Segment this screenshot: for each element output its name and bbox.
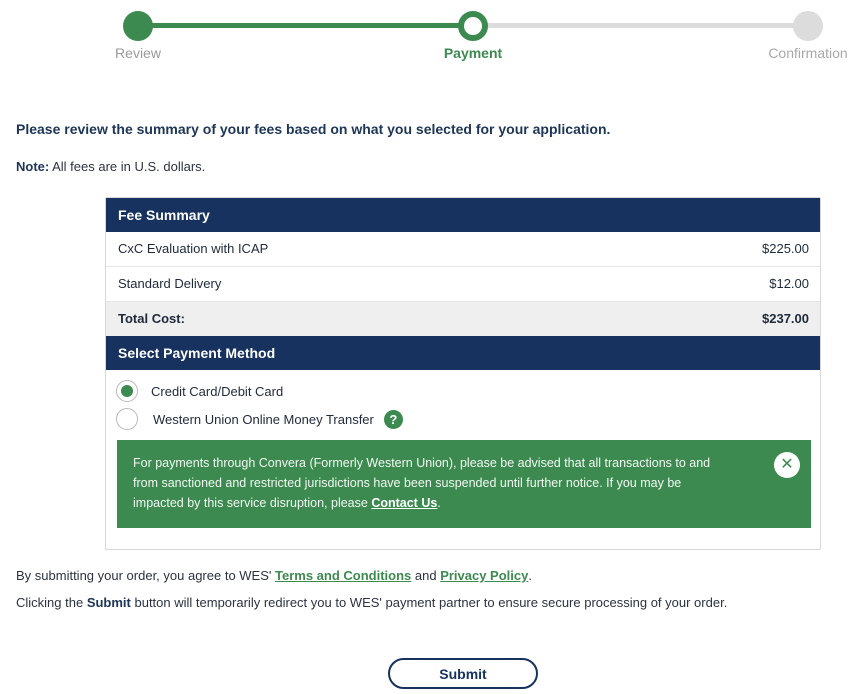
western-union-radio[interactable] (116, 408, 138, 430)
fee-summary-card (105, 197, 821, 550)
redirect-submit-word: Submit (86, 595, 131, 610)
step-payment-label: Payment (443, 45, 503, 61)
payment-option-credit-card[interactable] (116, 380, 283, 402)
sanctions-alert (117, 440, 811, 528)
western-union-label[interactable]: Western Union Online Money Transfer (153, 411, 374, 427)
help-icon[interactable]: ? (384, 410, 403, 429)
note-text: All fees are in U.S. dollars. (49, 159, 206, 174)
payment-method-title: Select Payment Method (106, 336, 820, 370)
total-cost-row (106, 302, 820, 336)
submit-button[interactable]: Submit (388, 658, 538, 689)
fee-label: CxC Evaluation with ICAP (118, 241, 269, 256)
note-label: Note: (16, 159, 50, 174)
page-intro: Please review the summary of your fees based on what you selected for your application. (16, 121, 611, 137)
total-label: Total Cost: (118, 311, 185, 326)
alert-suffix: . (437, 496, 441, 510)
payment-option-western-union[interactable] (116, 408, 403, 430)
fee-row (106, 267, 820, 302)
terms-prefix: By submitting your order, you agree to WES' (16, 568, 275, 583)
fee-summary-title: Fee Summary (106, 198, 820, 232)
step-confirmation-label: Confirmation (768, 45, 848, 61)
terms-link[interactable]: Terms and Conditions (275, 568, 412, 583)
total-amount: $237.00 (762, 311, 809, 326)
redirect-notice (16, 595, 727, 610)
progress-stepper (0, 0, 860, 70)
stepper-track-complete (138, 23, 474, 28)
credit-card-label[interactable]: Credit Card/Debit Card (151, 383, 284, 399)
stepper-track-pending (474, 23, 808, 28)
redirect-prefix: Clicking the (16, 595, 87, 610)
fee-amount: $225.00 (762, 241, 809, 256)
step-review-label: Review (115, 45, 161, 61)
terms-period: . (528, 568, 532, 583)
terms-agreement (16, 568, 532, 583)
currency-note (16, 159, 205, 174)
contact-us-link[interactable]: Contact Us (371, 496, 438, 510)
fee-amount: $12.00 (769, 276, 809, 291)
redirect-suffix: button will temporarily redirect you to WES' payment partner to ensure secure processing of your order. (130, 595, 728, 610)
credit-card-radio[interactable] (116, 380, 138, 402)
alert-text: For payments through Convera (Formerly Western Union), please be advised that all transactions to and from sanctioned and restricted jurisdictions have been suspended until further notice. If you may be impacted by this service disruption, please (133, 456, 711, 510)
fee-label: Standard Delivery (118, 276, 222, 291)
privacy-link[interactable]: Privacy Policy (440, 568, 529, 583)
terms-and: and (411, 568, 441, 583)
close-icon[interactable]: ✕ (774, 452, 800, 478)
step-payment-marker (458, 11, 488, 41)
fee-row (106, 232, 820, 267)
step-review-marker (123, 11, 153, 41)
step-confirmation-marker (793, 11, 823, 41)
